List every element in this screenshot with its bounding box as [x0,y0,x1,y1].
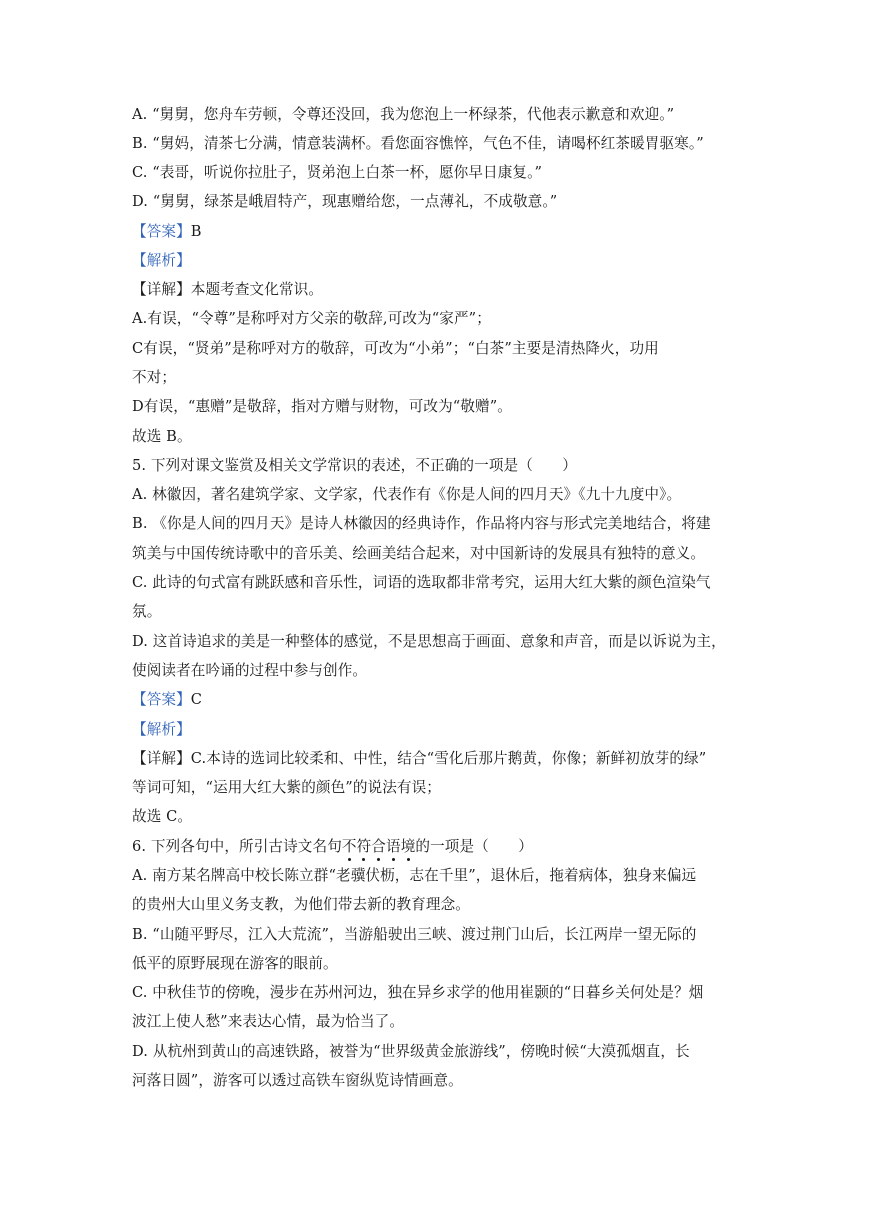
q6-option-d-2: 河落日圆”，游客可以透过高铁车窗纵览诗情画意。 [132,1072,463,1089]
answer-label: 【答案】 [132,691,191,708]
emphasis-char: 不 [341,838,357,855]
answer-value: B [190,223,202,240]
q5-option-d-1: D. 这首诗追求的美是一种整体的感觉，不是思想高于画面、意象和声音，而是以诉说为主， [132,633,726,650]
emphasis-char: 境 [400,838,416,855]
q4-option-a: A. “舅舅，您舟车劳顿，令尊还没回，我为您泡上一杯绿茶，代他表示歉意和欢迎。” [132,106,675,123]
q5-detail-2: 等词可知，“运用大红大紫的颜色”的说法有误； [132,779,441,796]
q6-option-a-1: A. 南方某名牌高中校长陈立群“老骥伏枥，志在千里”，退休后，拖着病体，独身来偏远 [132,867,697,884]
detail-label: 【详解】 [132,750,191,767]
q5-analysis-label: 【解析】 [132,721,191,738]
q6-option-a-2: 的贵州大山里义务支教，为他们带去新的教育理念。 [132,896,470,913]
detail-text: 本题考查文化常识。 [190,281,324,298]
q6-option-b-1: B. “山随平野尽，江入大荒流”，当游船驶出三峡、渡过荆门山后，长江两岸一望无际的 [132,926,697,943]
q5-option-b-1: B. 《你是人间的四月天》是诗人林徽因的经典诗作，作品将内容与形式完美地结合，将建 [132,515,711,532]
q5-option-c-1: C. 此诗的句式富有跳跃感和音乐性，词语的选取都非常考究，运用大红大紫的颜色渲染气 [132,574,711,591]
q4-detail-c-2: 不对； [132,369,177,386]
answer-value: C [190,691,203,708]
q4-detail-d: D有误，“惠赠”是敬辞，指对方赠与财物，可改为“敬赠”。 [132,398,513,415]
q6-option-d-1: D. 从杭州到黄山的高速铁路，被誉为“世界级黄金旅游线”，傍晚时候“大漠孤烟直，长 [132,1043,690,1060]
q4-detail-a: A.有误，“令尊”是称呼对方父亲的敬辞,可改为“家严”； [132,310,491,327]
q6-option-b-2: 低平的原野展现在游客的眼前。 [132,955,338,972]
q5-option-d-2: 使阅读者在吟诵的过程中参与创作。 [132,662,368,679]
q4-detail-c-1: C有误，“贤弟”是称呼对方的敬辞，可改为“小弟”；“白茶”主要是清热降火，功用 [132,340,659,357]
emphasis-char: 语 [386,838,401,855]
q5-question: 5. 下列对课文鉴赏及相关文学常识的表述，不正确的一项是（ ） [132,457,577,474]
q5-option-c-2: 氛。 [132,603,162,620]
q4-option-d: D. “舅舅，绿茶是峨眉特产，现惠赠给您，一点薄礼，不成敬意。” [132,193,558,210]
detail-label: 【详解】 [132,281,191,298]
q4-option-c: C. “表哥，听说你拉肚子，贤弟泡上白茶一杯，愿你早日康复。” [132,164,543,181]
answer-label: 【答案】 [132,223,191,240]
q4-analysis-label: 【解析】 [132,252,191,269]
q6-question-post: 的一项是（ ） [415,838,533,855]
emphasis-char: 符 [356,838,372,855]
q4-detail-intro-line [132,280,749,300]
q6-option-c-2: 波江上使人愁”来表达心情，最为恰当了。 [132,1013,405,1030]
q6-option-c-1: C. 中秋佳节的傍晚，漫步在苏州河边，独在异乡求学的他用崔颢的“日暮乡关何处是？烟 [132,984,704,1001]
q4-answer-line [132,222,749,242]
q6-question [132,837,749,857]
detail-text: C.本诗的选词比较柔和、中性，结合“雪化后那片鹅黄，你像；新鲜初放芽的绿” [190,750,707,767]
emphasis-char: 合 [371,838,386,855]
q4-option-b: B. “舅妈，清茶七分满，情意装满杯。看您面容憔悴，气色不佳，请喝杯红茶暖胃驱寒。” [132,135,704,152]
q5-option-b-2: 筑美与中国传统诗歌中的音乐美、绘画美结合起来，对中国新诗的发展具有独特的意义。 [132,545,706,562]
q5-option-a: A. 林徽因，著名建筑学家、文学家，代表作有《你是人间的四月天》《九十九度中》。 [132,486,682,503]
q4-conclusion: 故选 B。 [132,428,192,445]
q6-question-pre: 6. 下列各句中，所引古诗文名句 [132,838,342,855]
q5-detail-1-line [132,749,749,769]
q5-conclusion: 故选 C。 [132,808,193,825]
q5-answer-line [132,690,749,710]
